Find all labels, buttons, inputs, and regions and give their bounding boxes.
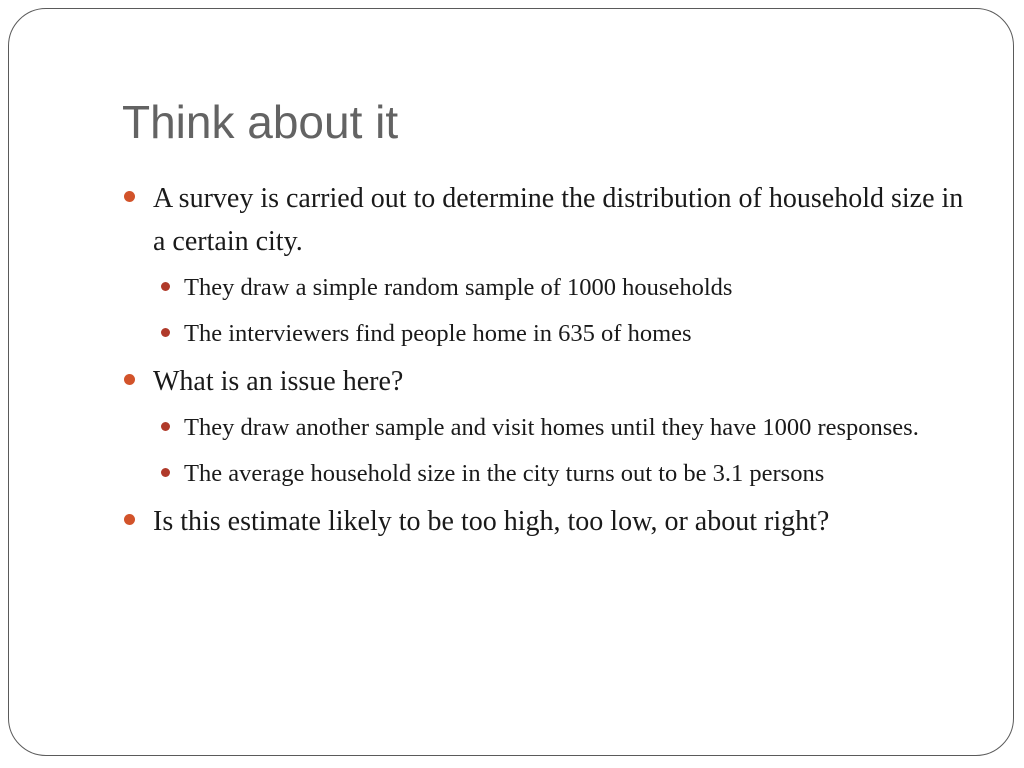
bullet-dot-icon bbox=[124, 514, 135, 525]
bullet-dot-icon bbox=[161, 328, 170, 337]
bullet-item-level1 bbox=[122, 500, 982, 543]
bullet-dot-icon bbox=[161, 282, 170, 291]
bullet-text: They draw a simple random sample of 1000 households bbox=[184, 274, 733, 301]
slide-frame bbox=[8, 8, 1014, 756]
bullet-text: The average household size in the city turns out to be 3.1 persons bbox=[184, 460, 825, 487]
bullet-text: The interviewers find people home in 635 of homes bbox=[184, 320, 692, 347]
bullet-dot-icon bbox=[124, 374, 135, 385]
bullet-item-level1 bbox=[122, 360, 982, 403]
bullet-item-level2 bbox=[122, 454, 982, 494]
bullet-text: What is an issue here? bbox=[153, 366, 404, 397]
bullet-item-level2 bbox=[122, 314, 982, 354]
bullet-dot-icon bbox=[161, 468, 170, 477]
bullet-item-level1 bbox=[122, 177, 982, 263]
bullet-text: They draw another sample and visit homes until they have 1000 responses. bbox=[184, 414, 919, 441]
bullet-dot-icon bbox=[161, 422, 170, 431]
bullet-text: A survey is carried out to determine the distribution of household size in a certain city. bbox=[153, 183, 964, 257]
bullet-item-level2 bbox=[122, 268, 982, 308]
slide-content bbox=[122, 177, 982, 548]
bullet-item-level2 bbox=[122, 408, 982, 448]
slide-title: Think about it bbox=[122, 96, 399, 148]
bullet-text: Is this estimate likely to be too high, too low, or about right? bbox=[153, 506, 830, 537]
bullet-dot-icon bbox=[124, 191, 135, 202]
